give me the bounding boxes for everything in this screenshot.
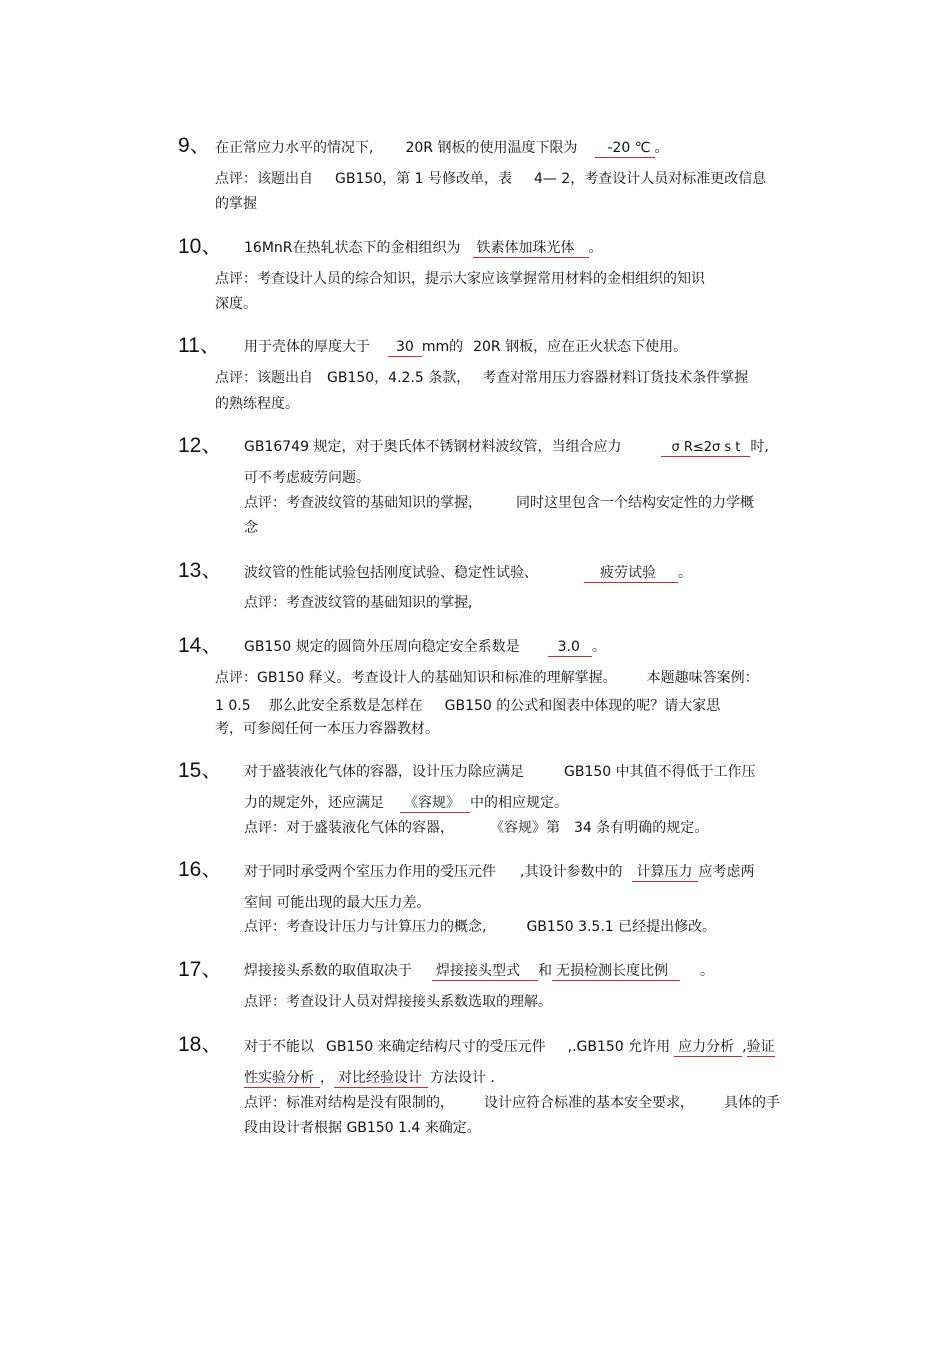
question-text: 在正常应力水平的情况下, 20R 钢板的使用温度下限为 -20 ℃ 。 — [215, 140, 669, 156]
question-text: 焊接接头系数的取值取决于 焊接接头型式 和 无损检测长度比例 。 — [244, 963, 714, 979]
question-text: 波纹管的性能试验包括刚度试验、稳定性试验、 疲劳试验 。 — [244, 565, 692, 581]
answer-blank: 无损检测长度比例 — [552, 963, 680, 981]
answer-blank: 铁素体加珠光体 — [473, 240, 589, 258]
comment-continued: 的熟练程度。 — [215, 396, 299, 412]
comment-continued: 念 — [244, 520, 258, 536]
question-text: 16MnR在热轧状态下的金相组织为 铁素体加珠光体 。 — [244, 240, 603, 256]
question-text: 用于壳体的厚度大于 30 mm的 20R 钢板，应在正火状态下使用。 — [244, 339, 688, 355]
question-number: 16、 — [178, 858, 223, 881]
question-number: 9、 — [178, 134, 211, 157]
question-number: 11、 — [178, 334, 221, 357]
answer-blank: 性实验分析 — [244, 1070, 320, 1088]
answer-blank: -20 ℃ — [595, 140, 654, 158]
question-number: 10、 — [178, 235, 223, 258]
comment: 点评：对于盛装液化气体的容器， 《容规》第 34 条有明确的规定。 — [244, 820, 709, 836]
answer-blank: 疲劳试验 — [584, 565, 678, 583]
answer-blank: 对比经验设计 — [334, 1070, 428, 1088]
comment: 点评：考查设计压力与计算压力的概念, GB150 3.5.1 已经提出修改。 — [244, 919, 717, 935]
answer-blank: 30 — [388, 339, 422, 357]
answer-blank: 3.0 — [548, 639, 592, 657]
comment: 点评：该题出自 GB150，4.2.5 条款， 考查对常用压力容器材料订货技术条件掌握 — [215, 370, 749, 386]
question-text-continued: 可不考虑疲劳问题。 — [244, 470, 370, 486]
answer-blank: 验证 — [746, 1039, 775, 1055]
question-text-continued: 性实验分析 ， 对比经验设计 方法设计 . — [244, 1070, 495, 1086]
question-number: 15、 — [178, 759, 223, 782]
answer-blank: 计算压力 — [632, 864, 698, 882]
comment: 点评：GB150 释义。考查设计人的基础知识和标准的理解掌握。 本题趣味答案例： — [215, 670, 759, 686]
question-text-continued: 力的规定外，还应满足 《容规》 中的相应规定。 — [244, 795, 568, 811]
question-text: GB150 规定的圆筒外压周向稳定安全系数是 3.0 。 — [244, 639, 606, 655]
question-text: GB16749 规定，对于奥氏体不锈钢材料波纹管，当组合应力 σ R≤2σ s t 时, — [244, 439, 769, 455]
question-number: 17、 — [178, 958, 223, 981]
answer-blank: 《容规》 — [400, 795, 470, 813]
question-number: 13、 — [178, 559, 223, 582]
comment: 点评：考查设计人员对焊接接头系数选取的理解。 — [244, 994, 552, 1010]
question-text: 对于同时承受两个室压力作用的受压元件 ,其设计参数中的 计算压力 应考虑两 — [244, 864, 755, 880]
comment-continued: 的掌握 — [215, 196, 257, 212]
answer-blank: σ R≤2σ s t — [661, 439, 750, 457]
comment-continued: 1 0.5 那么此安全系数是怎样在 GB150 的公式和图表中体现的呢？请大家思 — [215, 698, 721, 714]
comment: 点评：考查设计人员的综合知识，提示大家应该掌握常用材料的金相组织的知识 — [215, 271, 705, 287]
question-text: 对于不能以 GB150 来确定结构尺寸的受压元件 ,.GB150 允许用 应力分析 ,验证 — [244, 1039, 775, 1055]
answer-blank: 应力分析 — [674, 1039, 742, 1057]
comment: 点评：考查波纹管的基础知识的掌握, — [244, 595, 473, 611]
answer-blank: 焊接接头型式 — [432, 963, 538, 981]
comment: 点评：标准对结构是没有限制的， 设计应符合标准的基本安全要求， 具体的手 — [244, 1095, 780, 1111]
comment-continued: 考，可参阅任何一本压力容器教材。 — [215, 721, 439, 737]
question-text: 对于盛装液化气体的容器，设计压力除应满足 GB150 中其值不得低于工作压 — [244, 764, 756, 780]
comment-continued: 段由设计者根据 GB150 1.4 来确定。 — [244, 1120, 481, 1136]
comment-continued: 深度。 — [215, 296, 257, 312]
question-number: 14、 — [178, 634, 223, 657]
question-text-continued: 室间 可能出现的最大压力差。 — [244, 895, 431, 911]
comment: 点评：考查波纹管的基础知识的掌握， 同时这里包含一个结构安定性的力学概 — [244, 495, 754, 511]
question-number: 18、 — [178, 1033, 223, 1056]
question-number: 12、 — [178, 434, 223, 457]
comment: 点评：该题出自 GB150，第 1 号修改单，表 4— 2，考查设计人员对标准更改信息 — [215, 171, 767, 187]
